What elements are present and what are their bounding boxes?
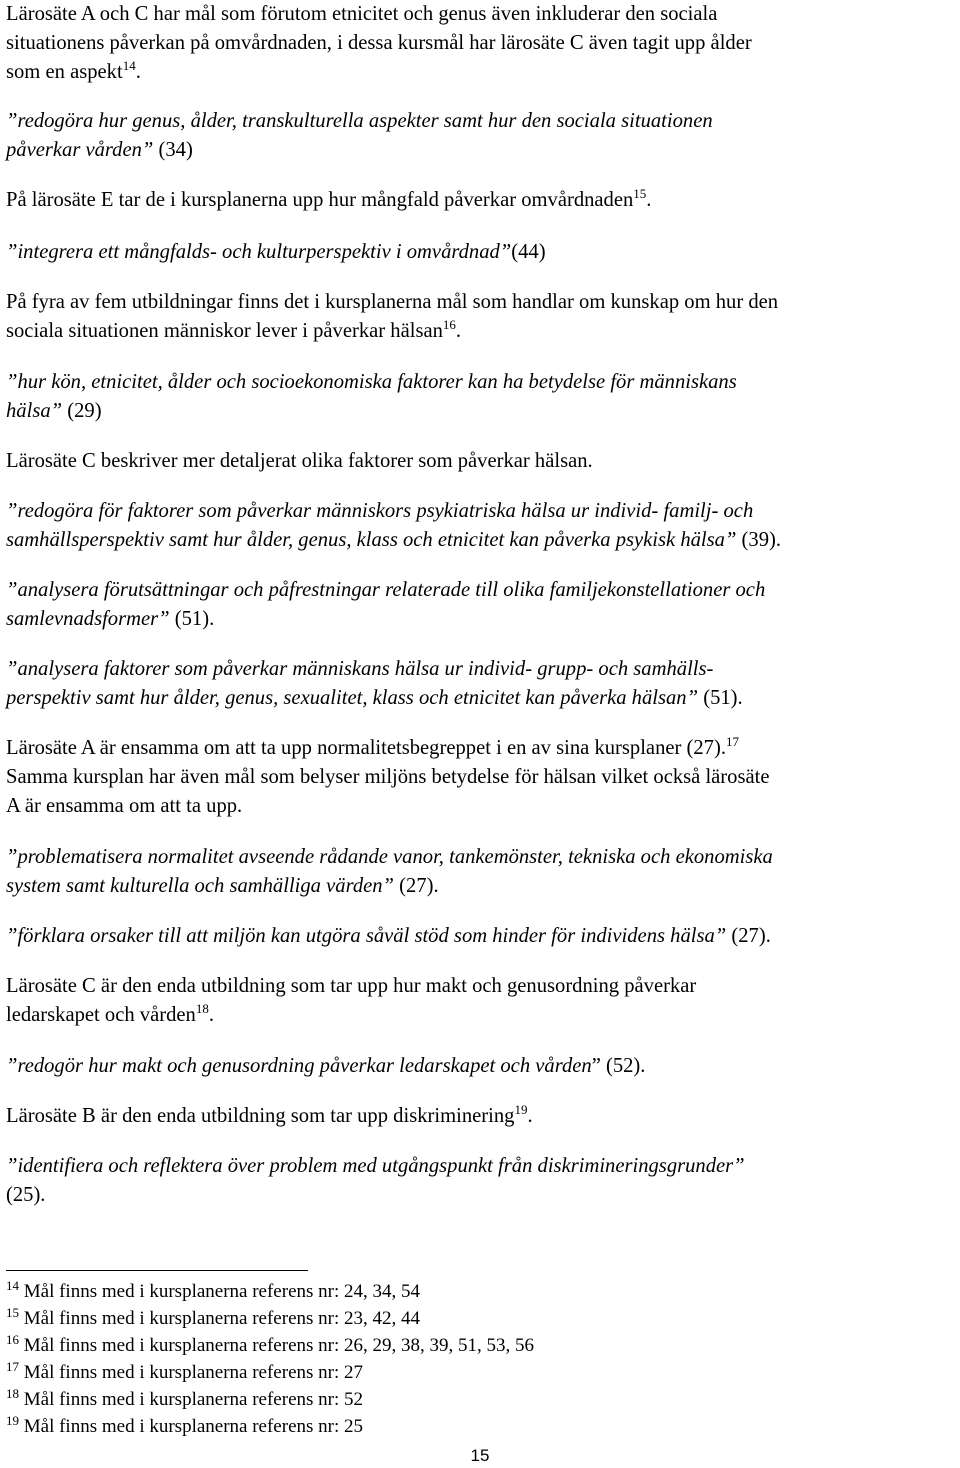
paragraph-larosate-e: På lärosäte E tar de i kursplanerna upp hur mångfald påverkar omvårdnaden$^{15}$. — [6, 186, 652, 211]
quote-course-goal-27a-line-1: ”problematisera normalitet avseende rådande vanor, tankemönster, tekniska och ekonomiska — [6, 846, 773, 868]
footnote-16: $^{16}$ Mål finns med i kursplanerna referens nr: 26, 29, 38, 39, 51, 53, 56 — [6, 1332, 535, 1356]
quote-course-goal-51a-line-1: ”analysera förutsättningar och påfrestningar relaterade till olika familjekonstellationer och — [6, 579, 766, 601]
quote-course-goal-52: ”redogör hur makt och genusordning påverkar ledarskapet och vården” (52). — [6, 1055, 646, 1077]
paragraph-intro-line-3: som en aspekt$^{14}$. — [6, 58, 141, 83]
footnote-17: $^{17}$ Mål finns med i kursplanerna referens nr: 27 — [6, 1359, 364, 1383]
footnote-separator — [6, 1270, 308, 1271]
footnote-ref-19[interactable]: 19 — [514, 1102, 528, 1117]
quote-course-goal-25-line-1: ”identifiera och reflektera över problem med utgångspunkt från diskrimineringsgrunder” — [6, 1155, 745, 1177]
paragraph-discrimination: Lärosäte B är den enda utbildning som tar upp diskriminering$^{19}$. — [6, 1102, 533, 1127]
footnote-19: $^{19}$ Mål finns med i kursplanerna referens nr: 25 — [6, 1413, 364, 1437]
footnote-ref-18[interactable]: 18 — [195, 1001, 209, 1016]
paragraph-power-gender-line-1: Lärosäte C är den enda utbildning som tar upp hur makt och genusordning påverkar — [6, 975, 697, 997]
page-number: 15 — [470, 1446, 490, 1465]
paragraph-power-gender-line-2: ledarskapet och vården$^{18}$. — [6, 1001, 214, 1026]
paragraph-normality-line-1: Lärosäte A är ensamma om att ta upp normalitetsbegreppet i en av sina kursplaner (27).$^{17}$ — [6, 734, 739, 759]
paragraph-normality-line-2: Samma kursplan har även mål som belyser miljöns betydelse för hälsan vilket också lärosäte — [6, 766, 770, 788]
quote-course-goal-39-line-2: samhällsperspektiv samt hur ålder, genus, klass och etnicitet kan påverka psykisk hälsa” (39). — [6, 529, 782, 551]
footnote-ref-17[interactable]: 17 — [725, 734, 739, 749]
paragraph-intro-line-2: situationens påverkan på omvårdnaden, i dessa kursmål har lärosäte C även tagit upp ålder — [6, 32, 752, 54]
footnote-14: $^{14}$ Mål finns med i kursplanerna referens nr: 24, 34, 54 — [6, 1278, 421, 1302]
footnote-ref-15[interactable]: 15 — [633, 186, 647, 201]
quote-course-goal-27b: ”förklara orsaker till att miljön kan utgöra såväl stöd som hinder för individens hälsa” (27). — [6, 925, 771, 947]
quote-course-goal-39-line-1: ”redogöra för faktorer som påverkar människors psykiatriska hälsa ur individ- familj- och — [6, 500, 754, 522]
quote-course-goal-51b-line-1: ”analysera faktorer som påverkar människans hälsa ur individ- grupp- och samhälls- — [6, 658, 714, 680]
footnote-ref-14[interactable]: 14 — [122, 58, 136, 73]
quote-course-goal-51a-line-2: samlevnadsformer” (51). — [6, 608, 215, 630]
paragraph-intro-line-1: Lärosäte A och C har mål som förutom etnicitet och genus även inkluderar den sociala — [6, 3, 718, 25]
quote-course-goal-51b-line-2: perspektiv samt hur ålder, genus, sexualitet, klass och etnicitet kan påverka hälsan” (51). — [6, 687, 743, 709]
quote-course-goal-29-line-1: ”hur kön, etnicitet, ålder och socioekonomiska faktorer kan ha betydelse för människans — [6, 371, 737, 393]
footnote-ref-16[interactable]: 16 — [442, 317, 456, 332]
quote-course-goal-27a-line-2: system samt kulturella och samhälliga värden” (27). — [6, 875, 439, 897]
paragraph-larosate-c-factors: Lärosäte C beskriver mer detaljerat olika faktorer som påverkar hälsan. — [6, 450, 593, 472]
footnote-18: $^{18}$ Mål finns med i kursplanerna referens nr: 52 — [6, 1386, 364, 1410]
quote-course-goal-34-line-1: ”redogöra hur genus, ålder, transkulturella aspekter samt hur den sociala situationen — [6, 110, 713, 132]
quote-course-goal-25-line-2: (25). — [6, 1184, 46, 1206]
paragraph-social-situation-line-1: På fyra av fem utbildningar finns det i kursplanerna mål som handlar om kunskap om hur den — [6, 291, 779, 313]
quote-course-goal-34-line-2: påverkar vården” (34) — [6, 139, 193, 161]
paragraph-normality-line-3: A är ensamma om att ta upp. — [6, 795, 243, 817]
footnote-15: $^{15}$ Mål finns med i kursplanerna referens nr: 23, 42, 44 — [6, 1305, 421, 1329]
quote-course-goal-29-line-2: hälsa” (29) — [6, 400, 102, 422]
quote-course-goal-44: ”integrera ett mångfalds- och kulturperspektiv i omvårdnad”(44) — [6, 241, 546, 263]
paragraph-social-situation-line-2: sociala situationen människor lever i påverkar hälsan$^{16}$. — [6, 317, 462, 342]
